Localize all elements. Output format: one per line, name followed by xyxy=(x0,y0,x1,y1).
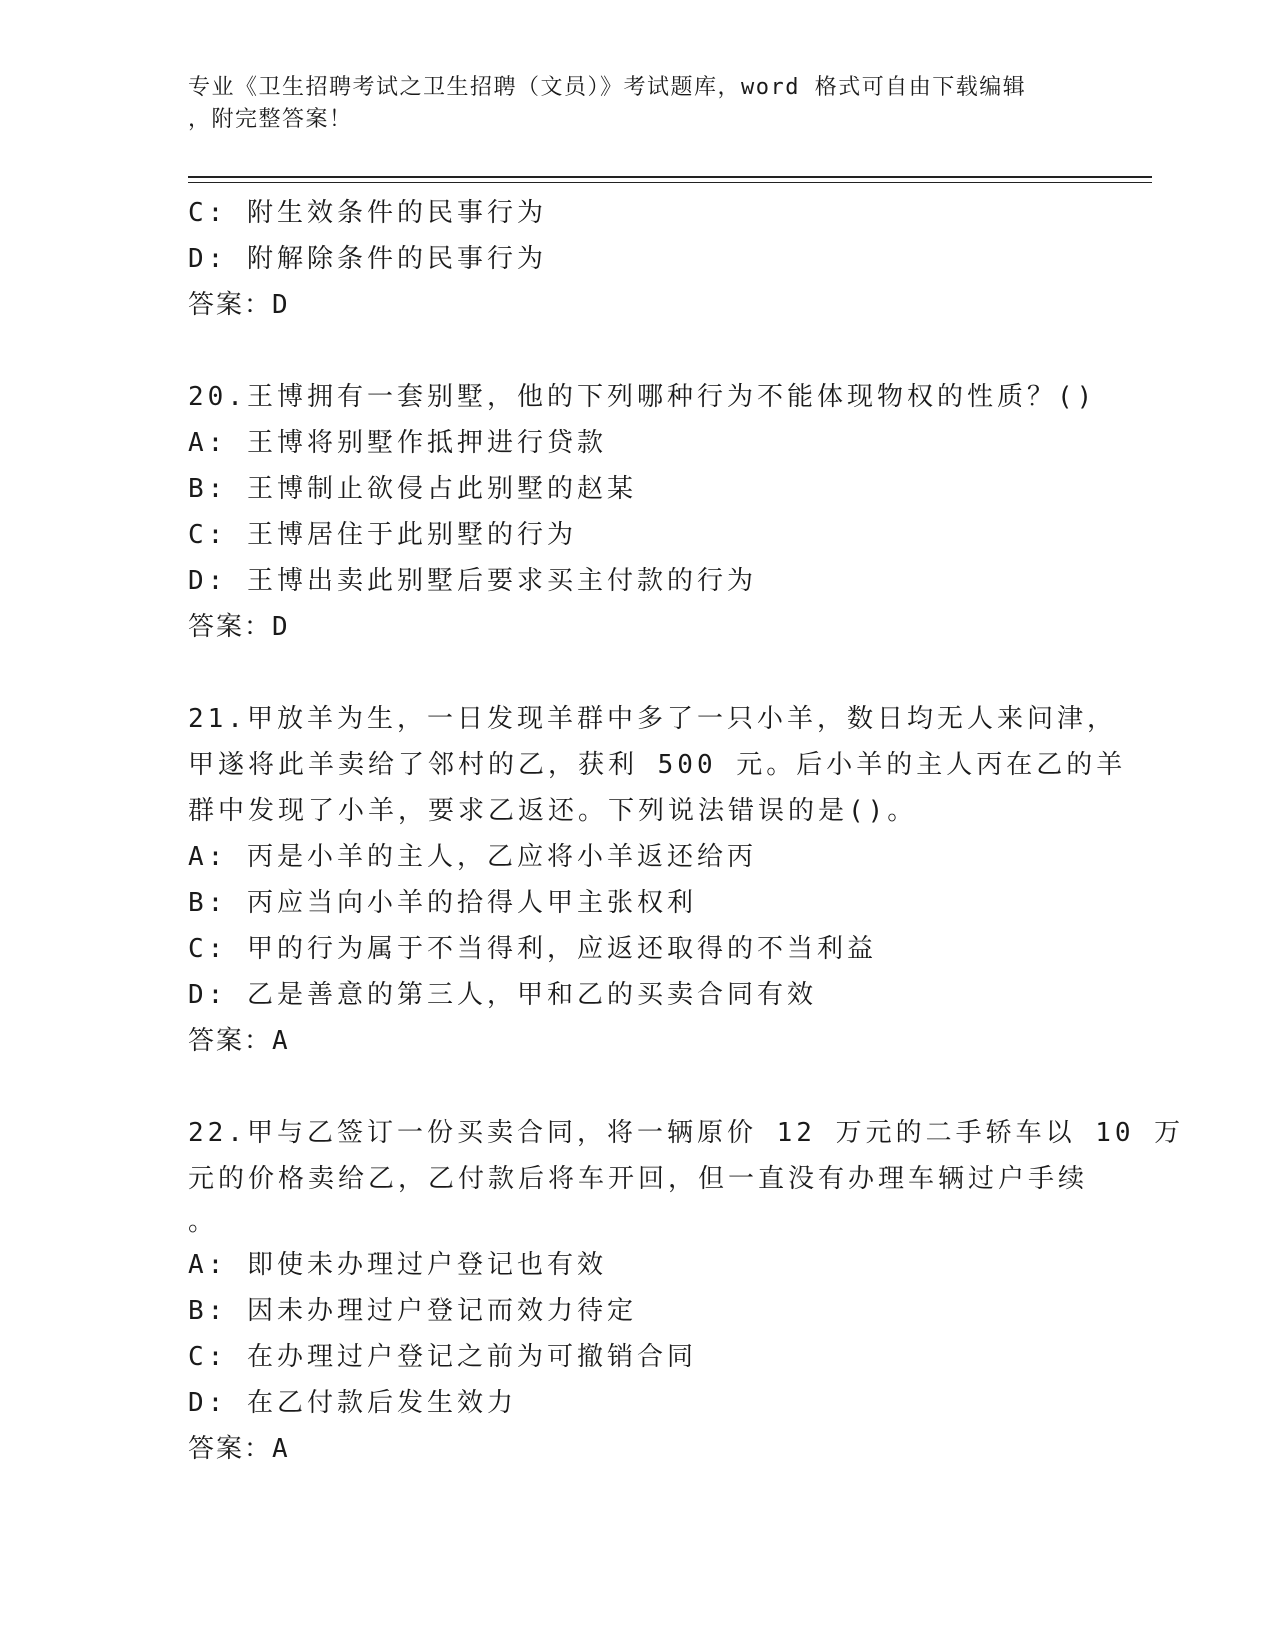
option-a: A: 丙是小羊的主人，乙应将小羊返还给丙 xyxy=(188,842,757,872)
question-stem-line-2: 甲遂将此羊卖给了邻村的乙，获利 500 元。后小羊的主人丙在乙的羊 xyxy=(188,750,1127,780)
answer-line: 答案：A xyxy=(188,1026,290,1056)
question-21 xyxy=(188,696,1127,1064)
option-d: D: 附解除条件的民事行为 xyxy=(188,244,547,274)
option-c: C: 王博居住于此别墅的行为 xyxy=(188,520,577,550)
question-22 xyxy=(188,1110,1185,1472)
option-b: B: 王博制止欲侵占此别墅的赵某 xyxy=(188,474,637,504)
question-stem-line-1: 21.甲放羊为生，一日发现羊群中多了一只小羊，数日均无人来问津， xyxy=(188,704,1117,734)
option-a: A: 即使未办理过户登记也有效 xyxy=(188,1250,607,1280)
question-stem-line-2: 元的价格卖给乙，乙付款后将车开回，但一直没有办理车辆过户手续 xyxy=(188,1164,1089,1194)
option-a: A: 王博将别墅作抵押进行贷款 xyxy=(188,428,607,458)
option-c: C: 甲的行为属于不当得利，应返还取得的不当利益 xyxy=(188,934,877,964)
option-d: D: 王博出卖此别墅后要求买主付款的行为 xyxy=(188,566,757,596)
question-stem-line-1: 22.甲与乙签订一份买卖合同，将一辆原价 12 万元的二手轿车以 10 万 xyxy=(188,1118,1185,1148)
option-c: C: 附生效条件的民事行为 xyxy=(188,198,547,228)
document-header xyxy=(188,72,1068,136)
option-b: B: 因未办理过户登记而效力待定 xyxy=(188,1296,637,1326)
question-stem-line-3: 群中发现了小羊，要求乙返还。下列说法错误的是()。 xyxy=(188,796,918,826)
option-c: C: 在办理过户登记之前为可撤销合同 xyxy=(188,1342,697,1372)
question-stem: 20.王博拥有一套别墅，他的下列哪种行为不能体现物权的性质？() xyxy=(188,382,1097,412)
option-b: B: 丙应当向小羊的拾得人甲主张权利 xyxy=(188,888,697,918)
spacer xyxy=(188,650,1088,696)
header-line-2: ，附完整答案！ xyxy=(188,107,353,132)
header-divider-thick xyxy=(188,176,1152,178)
header-line-1: 专业《卫生招聘考试之卫生招聘（文员）》考试题库，word 格式可自由下载编辑 xyxy=(188,75,1027,100)
question-list xyxy=(188,190,1185,1472)
header-divider-thin xyxy=(188,182,1152,183)
answer-line: 答案：D xyxy=(188,290,290,320)
spacer xyxy=(188,328,1088,374)
answer-line: 答案：D xyxy=(188,612,290,642)
question-19 xyxy=(188,190,1088,328)
question-20 xyxy=(188,374,1097,650)
question-stem-line-3: 。 xyxy=(188,1207,215,1237)
option-d: D: 乙是善意的第三人，甲和乙的买卖合同有效 xyxy=(188,980,817,1010)
spacer xyxy=(188,1064,1088,1110)
answer-line: 答案：A xyxy=(188,1434,290,1464)
option-d: D: 在乙付款后发生效力 xyxy=(188,1388,517,1418)
